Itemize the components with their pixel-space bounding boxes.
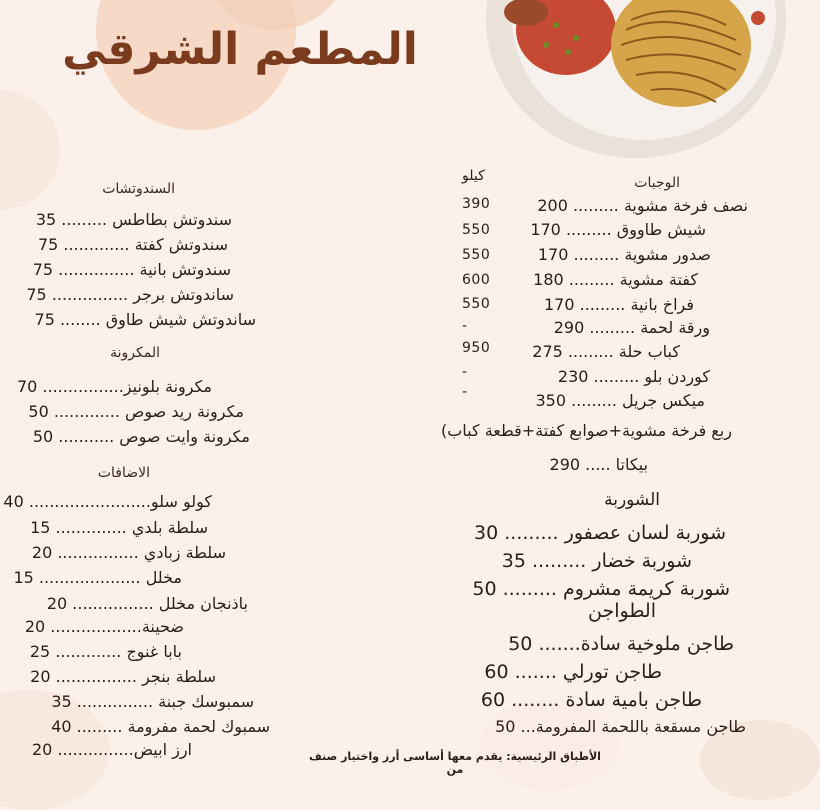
menu-item: سلطة بنجر ................ 20 (30, 667, 216, 686)
menu-item: بابا غنوج ............. 25 (29, 642, 182, 661)
kilo-price: 550 (462, 222, 491, 238)
menu-item: طاجن تورلي ....... 60 (484, 661, 662, 683)
footer-note: الأطباق الرئيسية: يقدم معها أساسى أرز واختيار صنف من (309, 750, 601, 776)
menu-item: كفتة مشوية ......... 180 (533, 270, 698, 289)
menu-item: ساندوتش برجر ............... 75 (26, 285, 234, 304)
menu-item: فراخ بانية ......... 170 (543, 295, 694, 314)
pasta-heading: المكرونة (110, 345, 160, 361)
menu-item: سندوتش بطاطس ......... 35 (35, 210, 232, 229)
menu-item: مكرونة ريد صوص ............. 50 (28, 402, 244, 421)
menu-item: سمبوسك جبنة ............... 35 (51, 692, 254, 711)
menu-item: بيكاتا ..... 290 (549, 455, 648, 474)
kilo-price: - (462, 318, 468, 334)
kilo-price: 950 (462, 340, 491, 356)
kilo-price: 550 (462, 296, 491, 312)
menu-item: كباب حلة ......... 275 (532, 342, 680, 361)
menu-item: ضحينة.................. 20 (24, 617, 184, 636)
menu-item: ميكس جريل ......... 350 (535, 391, 705, 410)
menu-item: طاجن بامية سادة ........ 60 (480, 689, 702, 711)
menu-item: سلطة بلدي .............. 15 (30, 518, 208, 537)
menu-item: مكرونة بلونيز................ 70 (16, 377, 212, 396)
combo-note: ربع فرخة مشوية+صوابع كفتة+قطعة كباب) (440, 421, 732, 440)
menu-item: شوربة لسان عصفور ......... 30 (474, 522, 726, 544)
menu-item: سلطة زبادي ................ 20 (31, 543, 226, 562)
restaurant-title: المطعم الشرقي (62, 24, 418, 75)
tagines-heading: الطواجن (588, 600, 656, 622)
menu-item: مخلل .................... 15 (13, 568, 182, 587)
kilo-price: 600 (462, 272, 491, 288)
menu-item: شيش طاووق ......... 170 (530, 220, 706, 239)
soups-heading: الشوربة (604, 490, 660, 510)
kilo-price: - (462, 364, 468, 380)
menu-item: كولو سلو........................ 40 (3, 492, 212, 511)
meals-heading: الوجبات (634, 175, 680, 191)
menu-item: باذنجان مخلل ................ 20 (46, 594, 248, 613)
kilo-header: كيلو (462, 168, 485, 184)
menu-item: ساندوتش شيش طاوق ........ 75 (34, 310, 256, 329)
menu-item: صدور مشوية ......... 170 (537, 245, 711, 264)
kilo-price: 390 (462, 196, 491, 212)
menu-item: كوردن بلو ......... 230 (557, 367, 710, 386)
menu-item: سندوتش كفتة ............. 75 (37, 235, 228, 254)
menu-item: ارز ابيض............... 20 (31, 740, 192, 759)
menu-item: طاجن ملوخية سادة....... 50 (508, 633, 734, 655)
menu-item: طاجن مسقعة باللحمة المفرومة... 50 (495, 717, 746, 736)
menu-item: مكرونة وايت صوص ........... 50 (32, 427, 250, 446)
menu-item: شوربة كريمة مشروم ......... 50 (472, 578, 730, 600)
menu-item: سندوتش بانية ............... 75 (32, 260, 231, 279)
kilo-price: 550 (462, 247, 491, 263)
menu-item: ورقة لحمة ......... 290 (553, 318, 710, 337)
extras-heading: الاضافات (97, 465, 150, 481)
kilo-price: - (462, 384, 468, 400)
menu-item: شوربة خضار ......... 35 (501, 550, 692, 572)
menu-item: نصف فرخة مشوية ......... 200 (537, 196, 748, 215)
sandwiches-heading: السندوتشات (102, 181, 175, 197)
menu-item: سمبوك لحمة مفرومة ......... 40 (51, 717, 270, 736)
